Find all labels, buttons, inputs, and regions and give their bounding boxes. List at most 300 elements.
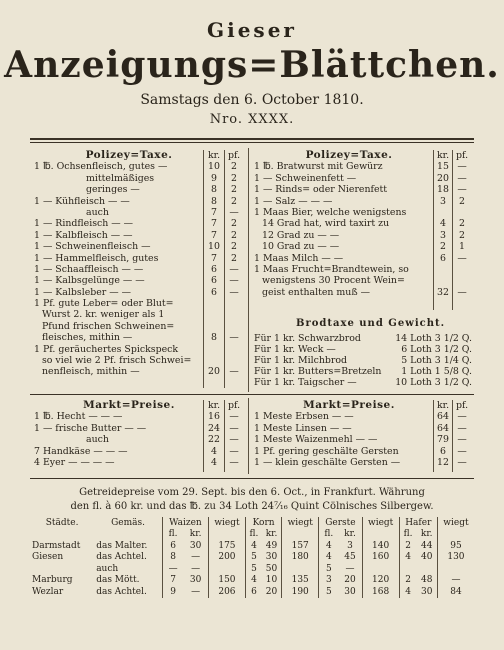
price-row: [34, 230, 246, 241]
grain-cell: 5: [319, 586, 339, 598]
grain-row: [30, 540, 474, 552]
grain-unit: kr.: [265, 529, 278, 540]
price-kr: 16: [208, 411, 220, 423]
price-row: [34, 184, 246, 195]
price-pf: —: [457, 172, 467, 184]
grain-cell: 168: [362, 586, 399, 598]
grain-header: wiegt: [282, 517, 319, 529]
price-kr: 3: [440, 229, 446, 241]
price-row: [34, 298, 246, 309]
item-label: Pfund frischen Schweinen=: [42, 320, 175, 332]
price-row: [254, 230, 472, 241]
col-divider: [433, 400, 434, 472]
col-divider: [433, 150, 434, 310]
price-kr: 20: [208, 366, 220, 378]
price-pf: 2: [459, 218, 465, 230]
grain-cell: 190: [282, 586, 319, 598]
grain-unit: [437, 529, 474, 541]
grain-cell: 30: [344, 586, 356, 597]
item-label: geist enthalten muß —: [262, 286, 370, 298]
grain-cell: —: [191, 563, 201, 574]
grain-cell: 9: [170, 586, 176, 597]
price-pf: —: [457, 161, 467, 173]
price-kr: 3: [440, 195, 446, 207]
grain-unit: [94, 529, 162, 541]
price-kr: 8: [211, 184, 217, 196]
grain-unit: fl.: [319, 529, 339, 541]
col-kr-label: kr.: [436, 150, 450, 161]
markt-preise-right: [254, 400, 472, 468]
price-row: [34, 207, 246, 218]
price-pf: —: [457, 252, 467, 264]
grain-cell: [399, 563, 416, 575]
polizey-taxe-left: [34, 150, 246, 378]
item-label: 1 — klein geschälte Gersten —: [254, 456, 401, 468]
grain-cell: 157: [282, 540, 319, 552]
price-row: [254, 287, 472, 298]
col-kr-label: kr.: [207, 400, 221, 411]
price-row: [254, 218, 472, 229]
grain-cell: 4: [246, 540, 262, 552]
col-divider: [224, 150, 225, 388]
price-kr: 9: [211, 172, 217, 184]
col-divider: [452, 400, 453, 472]
brot-weight: 6 Loth 3 1/2 Q.: [401, 344, 472, 355]
grain-cell: 10: [265, 575, 278, 586]
item-label: 1 Maas Frucht=Brandtewein, so: [254, 263, 409, 275]
grain-row: [30, 563, 474, 575]
grain-cell: 50: [265, 563, 278, 574]
grain-unit: [208, 529, 245, 541]
price-row: [34, 218, 246, 229]
price-kr: 7: [211, 218, 217, 230]
item-label: nenfleisch, mithin —: [42, 366, 140, 378]
col-divider: [224, 400, 225, 472]
price-pf: 2: [231, 161, 237, 173]
price-kr: 64: [437, 411, 449, 423]
price-pf: —: [229, 434, 239, 446]
grain-cell: 7: [170, 575, 176, 586]
price-row: [254, 275, 472, 286]
item-label: 1 Pf. gering geschälte Gersten: [254, 445, 399, 457]
item-label: 12 Grad zu — —: [262, 229, 340, 241]
grain-header: Gerste: [319, 517, 362, 529]
section-title: Markt=Preise.: [303, 400, 395, 411]
grain-cell: —: [437, 575, 474, 587]
grain-cell: 6: [170, 540, 176, 551]
grain-header: Korn: [246, 517, 282, 529]
grain-cell: [362, 563, 399, 575]
masthead-title: Anzeigungs=Blättchen.: [4, 44, 500, 86]
item-label: 1 — Kalbfleisch — —: [34, 229, 133, 241]
price-kr: 8: [211, 195, 217, 207]
col-pf-label: pf.: [455, 400, 469, 411]
price-row: [254, 161, 472, 172]
price-pf: 2: [231, 218, 237, 230]
item-label: 1 — Hammelfleisch, gutes: [34, 252, 159, 264]
markt-preise-left: [34, 400, 246, 468]
price-kr: 64: [437, 422, 449, 434]
top-thin-rule: [30, 142, 474, 143]
grain-cell: das Mött.: [94, 575, 162, 587]
price-row: [34, 275, 246, 286]
item-label: 7 Handkäse — — —: [34, 445, 128, 457]
item-label: 1 — Kühfleisch — —: [34, 195, 130, 207]
grain-cell: das Achtel.: [94, 586, 162, 598]
brot-weight: 1 Loth 1 5/8 Q.: [401, 366, 472, 377]
grain-cell: —: [191, 552, 201, 563]
grain-cell: Marburg: [32, 575, 73, 586]
grain-unit: [30, 529, 94, 541]
item-label: 1 ℔. Hecht — — —: [34, 411, 123, 423]
brot-row: [254, 366, 474, 377]
price-pf: —: [457, 456, 467, 468]
col-divider: [203, 400, 204, 472]
price-row: [34, 446, 246, 457]
brot-weight: 14 Loth 3 1/2 Q.: [395, 333, 472, 344]
price-pf: 2: [459, 195, 465, 207]
grain-cell: 130: [437, 552, 474, 564]
price-pf: 2: [459, 229, 465, 241]
price-kr: 24: [208, 422, 220, 434]
price-kr: 15: [437, 161, 449, 173]
price-row: [34, 253, 246, 264]
col-pf-label: pf.: [227, 150, 241, 161]
grain-cell: —: [345, 563, 355, 574]
grain-header: Waizen: [162, 517, 208, 529]
grain-cell: 150: [208, 575, 245, 587]
item-label: 1 — Schweinenfett —: [254, 172, 357, 184]
price-kr: 4: [211, 445, 217, 457]
price-row: [34, 434, 246, 445]
price-kr: 6: [211, 286, 217, 298]
item-label: auch: [86, 206, 109, 218]
price-pf: —: [457, 445, 467, 457]
price-pf: —: [457, 422, 467, 434]
price-row: [34, 411, 246, 422]
price-kr: 7: [211, 206, 217, 218]
grain-cell: 84: [437, 586, 474, 598]
price-kr: 6: [211, 263, 217, 275]
top-double-rule: [30, 138, 474, 140]
brot-title: Brodtaxe und Gewicht.: [296, 318, 446, 329]
price-kr: 12: [437, 456, 449, 468]
grain-cell: Wezlar: [32, 586, 64, 597]
grain-cell: 48: [420, 575, 433, 586]
grain-cell: 30: [189, 540, 202, 551]
col-pf-label: pf.: [227, 400, 241, 411]
price-pf: 2: [231, 184, 237, 196]
price-row: [254, 434, 472, 445]
price-pf: —: [229, 332, 239, 344]
price-pf: —: [229, 263, 239, 275]
item-label: 1 — Schaaffleisch — —: [34, 263, 144, 275]
grain-unit: [362, 529, 399, 541]
grain-cell: Darmstadt: [32, 540, 81, 551]
price-kr: 22: [208, 434, 220, 446]
grain-cell: [208, 563, 245, 575]
price-kr: 20: [437, 172, 449, 184]
getreide-intro-1: Getreidepreise vom 29. Sept. bis den 6. Oct., in Frankfurt. Währung: [79, 487, 425, 498]
grain-cell: 30: [189, 575, 202, 586]
grain-header: wiegt: [362, 517, 399, 529]
getreide-intro-2: den fl. à 60 kr. und das ℔. zu 34 Loth 24⁷⁄₁₆ Quint Cölnisches Silbergew.: [70, 501, 434, 512]
center-divider: [248, 398, 249, 474]
grain-row: [30, 586, 474, 598]
price-pf: 2: [231, 241, 237, 253]
price-row: [34, 161, 246, 172]
grain-header: Gemäs.: [111, 517, 145, 528]
price-pf: —: [457, 411, 467, 423]
item-label: 1 ℔. Bratwurst mit Gewürz: [254, 161, 383, 173]
grain-cell: —: [191, 586, 201, 597]
grain-cell: 206: [208, 586, 245, 598]
item-label: 1 Pf. geräuchertes Spickspeck: [34, 343, 179, 355]
price-pf: —: [229, 422, 239, 434]
item-label: 1 — Schweinenfleisch —: [34, 241, 151, 253]
price-kr: 18: [437, 184, 449, 196]
grain-cell: das Malter.: [94, 540, 162, 552]
item-label: 1 — Kalbsgelünge — —: [34, 275, 145, 287]
price-row: [254, 173, 472, 184]
grain-cell: 120: [362, 575, 399, 587]
grain-cell: 44: [420, 540, 433, 551]
price-kr: 7: [211, 252, 217, 264]
price-kr: 2: [440, 241, 446, 253]
grain-cell: 49: [265, 540, 278, 551]
item-label: Wurst 2. kr. weniger als 1: [42, 309, 165, 321]
grain-cell: 20: [265, 586, 278, 597]
brot-row: [254, 344, 474, 355]
grain-unit: kr.: [420, 529, 433, 540]
price-kr: 7: [211, 229, 217, 241]
grain-unit: [282, 529, 319, 541]
section-rule: [30, 478, 474, 479]
grain-cell: 2: [399, 540, 416, 552]
price-row: [34, 355, 246, 366]
grain-cell: 180: [282, 552, 319, 564]
price-kr: 4: [440, 218, 446, 230]
price-row: [34, 309, 246, 320]
item-label: 4 Eyer — — — —: [34, 456, 115, 468]
price-kr: 32: [437, 286, 449, 298]
price-kr: 6: [440, 445, 446, 457]
grain-cell: 135: [282, 575, 319, 587]
price-kr: 6: [211, 275, 217, 287]
item-label: 1 — Salz — — —: [254, 195, 333, 207]
grain-cell: 4: [399, 552, 416, 564]
grain-cell: 8: [170, 552, 176, 563]
issue-number: Nro. XXXX.: [209, 112, 295, 127]
price-row: [34, 321, 246, 332]
price-row: [254, 423, 472, 434]
section-title: Polizey=Taxe.: [85, 150, 173, 161]
price-pf: 2: [231, 172, 237, 184]
item-label: 1 Maas Bier, welche wenigstens: [254, 206, 407, 218]
grain-cell: 5: [246, 552, 262, 564]
price-row: [34, 287, 246, 298]
grain-cell: das Achtel.: [94, 552, 162, 564]
col-pf-label: pf.: [455, 150, 469, 161]
item-label: 1 — Kalbsleber — —: [34, 286, 131, 298]
item-label: 1 — Rindfleisch — —: [34, 218, 134, 230]
section-title: Markt=Preise.: [83, 400, 175, 411]
grain-cell: 4: [246, 575, 262, 587]
grain-cell: —: [168, 563, 178, 574]
price-kr: 6: [440, 252, 446, 264]
item-label: mittelmäßiges: [86, 172, 155, 184]
grain-header: wiegt: [208, 517, 245, 529]
grain-cell: 20: [344, 575, 356, 586]
grain-cell: 45: [344, 552, 356, 563]
price-pf: —: [229, 445, 239, 457]
grain-row: [30, 575, 474, 587]
item-label: 1 Meste Erbsen — —: [254, 411, 354, 423]
price-pf: —: [229, 366, 239, 378]
price-pf: —: [229, 286, 239, 298]
col-divider: [203, 150, 204, 388]
price-pf: —: [457, 184, 467, 196]
grain-cell: 160: [362, 552, 399, 564]
brot-item: Für 1 kr. Taigscher —: [254, 377, 357, 388]
grain-cell: 140: [362, 540, 399, 552]
grain-header: Hafer: [399, 517, 437, 529]
grain-row: [30, 552, 474, 564]
price-pf: —: [229, 206, 239, 218]
grain-unit: fl.: [399, 529, 416, 541]
price-row: [254, 184, 472, 195]
price-pf: 2: [231, 195, 237, 207]
price-row: [254, 264, 472, 275]
grain-unit: fl.: [168, 529, 178, 540]
col-divider: [452, 150, 453, 310]
price-row: [254, 457, 472, 468]
item-label: geringes —: [86, 184, 140, 196]
item-label: wenigstens 30 Procent Wein=: [262, 275, 405, 287]
masthead-small: Gieser: [207, 18, 297, 42]
price-row: [34, 241, 246, 252]
item-label: 10 Grad zu — —: [262, 241, 340, 253]
brot-weight: 5 Loth 3 1/4 Q.: [401, 355, 472, 366]
item-label: 1 Maas Milch — —: [254, 252, 344, 264]
grain-header: wiegt: [437, 517, 474, 529]
grain-cell: 3: [319, 575, 339, 587]
grain-cell: [437, 563, 474, 575]
price-pf: 2: [231, 229, 237, 241]
grain-cell: 6: [246, 586, 262, 598]
grain-cell: 3: [347, 540, 353, 551]
grain-cell: [30, 563, 94, 575]
item-label: 1 — frische Butter — —: [34, 422, 147, 434]
grain-cell: 4: [399, 586, 416, 598]
price-kr: 10: [208, 241, 220, 253]
col-kr-label: kr.: [436, 400, 450, 411]
grain-cell: [282, 563, 319, 575]
price-row: [34, 366, 246, 377]
price-row: [254, 196, 472, 207]
price-row: [34, 332, 246, 343]
brot-item: Für 1 kr. Weck —: [254, 344, 336, 355]
grain-unit: kr.: [189, 529, 202, 540]
grain-cell: 40: [420, 552, 433, 563]
item-label: so viel wie 2 Pf. frisch Schwei=: [42, 355, 192, 367]
col-kr-label: kr.: [207, 150, 221, 161]
grain-cell: auch: [94, 563, 162, 575]
price-row: [254, 253, 472, 264]
brot-table: [254, 333, 474, 388]
price-kr: 4: [211, 456, 217, 468]
dateline: Samstags den 6. October 1810.: [140, 92, 364, 108]
grain-cell: 95: [437, 540, 474, 552]
grain-cell: 30: [420, 586, 433, 597]
grain-cell: 200: [208, 552, 245, 564]
price-row: [254, 207, 472, 218]
price-pf: —: [229, 456, 239, 468]
price-kr: 79: [437, 434, 449, 446]
price-pf: —: [229, 411, 239, 423]
price-row: [34, 264, 246, 275]
item-label: 1 — Rinds= oder Nierenfett: [254, 184, 388, 196]
item-label: 1 Meste Linsen — —: [254, 422, 352, 434]
item-label: auch: [86, 434, 109, 446]
item-label: 1 Meste Waizenmehl — —: [254, 434, 378, 446]
grain-cell: 4: [319, 552, 339, 564]
brot-weight: 10 Loth 3 1/2 Q.: [395, 377, 472, 388]
price-row: [254, 446, 472, 457]
brot-row: [254, 355, 474, 366]
grain-unit: fl.: [246, 529, 262, 541]
price-pf: —: [457, 286, 467, 298]
section-title: Polizey=Taxe.: [305, 150, 393, 161]
price-row: [34, 423, 246, 434]
grain-cell: 5: [246, 563, 262, 575]
item-label: fleisches, mithin —: [42, 332, 133, 344]
center-divider: [248, 148, 249, 392]
price-row: [34, 457, 246, 468]
brot-item: Für 1 kr. Schwarzbrod: [254, 333, 361, 344]
grain-cell: 175: [208, 540, 245, 552]
grain-cell: 2: [399, 575, 416, 587]
price-pf: —: [229, 275, 239, 287]
price-kr: 8: [211, 332, 217, 344]
grain-unit: kr.: [344, 529, 356, 540]
grain-cell: Giesen: [32, 552, 64, 563]
grain-cell: 4: [319, 540, 339, 552]
brot-item: Für 1 kr. Milchbrod: [254, 355, 348, 366]
price-kr: 10: [208, 161, 220, 173]
brot-row: [254, 377, 474, 388]
section-rule: [30, 394, 474, 395]
grain-header: Städte.: [45, 517, 79, 528]
price-row: [34, 173, 246, 184]
price-pf: 1: [459, 241, 465, 253]
price-row: [34, 196, 246, 207]
polizey-taxe-right: [254, 150, 472, 298]
grain-cell: [417, 563, 438, 575]
price-pf: 2: [231, 252, 237, 264]
brot-item: Für 1 kr. Butters=Bretzeln: [254, 366, 382, 377]
item-label: 1 ℔. Ochsenfleisch, gutes —: [34, 161, 168, 173]
price-row: [254, 411, 472, 422]
getreide-table: [30, 517, 474, 598]
brot-row: [254, 333, 474, 344]
grain-cell: 5: [319, 563, 339, 575]
grain-cell: 30: [265, 552, 278, 563]
price-row: [254, 241, 472, 252]
item-label: 1 Pf. gute Leber= oder Blut=: [34, 298, 174, 310]
item-label: 14 Grad hat, wird taxirt zu: [262, 218, 390, 230]
price-row: [34, 344, 246, 355]
